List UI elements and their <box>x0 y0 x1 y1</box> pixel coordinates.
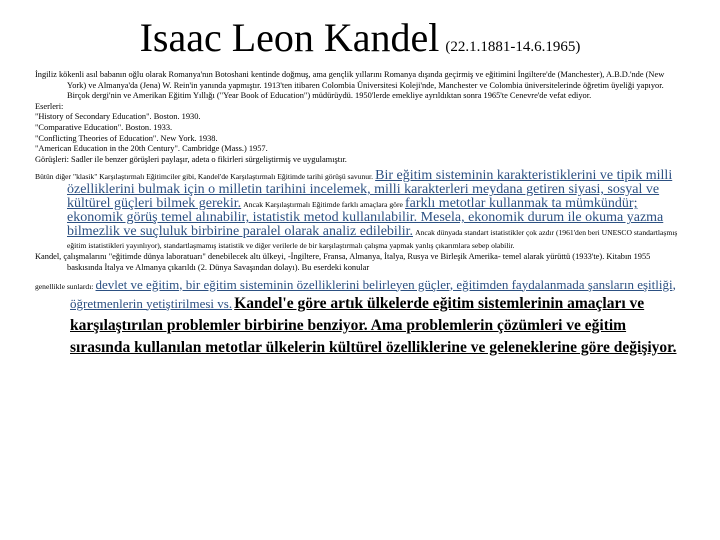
title-name: Isaac Leon Kandel <box>139 15 440 60</box>
topics-sentence-2: devlet ve eğitim, bir eğitim sisteminin özelliklerini belirleyen güçler, eğitimden faydalanmada şansların eşitliği, öğretmenlerin yetiştirilmesi vs. <box>70 276 676 311</box>
countries-paragraph: Kandel, çalışmalarını "eğitimde dünya laboratuarı" denebilecek altı ülkeyi, -İngiltere, Fransa, Almanya, İtalya, Rusya ve Birleşik Amerika- temel alarak yürüttü (1933'te). Kitabın 1955 baskısında İtalya ve Almanya çıkarıldı (2. Dünya Savaşından dolayı). Bu eserdeki konular <box>35 252 651 272</box>
methods-sentence-4: farklı metotlar kullanmak ta mümkündür; ekonomik görüş temel alınabilir, istatistik metod kullanılabilir. Mesela, ekonomik durum ile okuma yazma bilmezlik ve suçluluk birbirine paralel olarak analiz edilebilir. <box>67 196 664 240</box>
document-body <box>35 70 685 359</box>
methods-sentence-5: Ancak dünyada standart istatistikler çok azdır (1961'den beri UNESCO standartlaşmış eğitim istatistikleri yayınlıyor), standartlaşmamış istatistik ve diğer verilerle de bir karşılaştırmalı çalışma yapmak yanlış çıkarımlara sebep olabilir. <box>67 228 678 251</box>
work-item: "Conflicting Theories of Education". New York. 1938. <box>35 133 218 143</box>
methods-sentence-1: Bütün diğer "klasik" Karşılaştırmalı Eğitimciler gibi, Kandel'de Karşılaştırmalı Eğitimde tarihi görüşü savunur. <box>35 172 374 182</box>
title-dates: (22.1.1881-14.6.1965) <box>445 39 581 55</box>
methods-paragraph <box>35 169 685 252</box>
topics-paragraph <box>35 278 685 359</box>
topics-conclusion: Kandel'e göre artık ülkelerde eğitim sistemlerinin amaçları ve karşılaştırılan problemler birbirine benziyor. Ama problemlerin çözümleri ve eğitim sırasında kullanılan metotlar ülkelerin kültürel özelliklerine ve geleneklerine göre değişiyor. <box>70 294 677 356</box>
work-item: "American Education in the 20th Century". Cambridge (Mass.) 1957. <box>35 144 268 154</box>
work-item: "History of Secondary Education". Boston. 1930. <box>35 112 201 122</box>
bio-paragraph: İngiliz kökenli asıl babanın oğlu olarak Romanya'nın Botoshani kentinde doğmuş, ama gençlik yıllarını Romanya dışında geçirmiş ve eğitimini İngiltere'de (Manchester), A.B.D.'nde (New York) ve Almanya'da (Jena) W. Rein'in yanında yapmıştır. 1913'ten itibaren Colombia Üniversitesi Koleji'nde, Manchester ve Colombia üniversitelerinde öğretim üyeliği yapıyor. Birçok dergi'nin ve Amerikan Eğitim Yıllığı ("Year Book of Education") müdürüydü. 1950'lerde emekliye ayrıldıktan sonra 1965'te Cenevre'de vefat ediyor. <box>35 70 665 101</box>
page-title <box>0 14 720 61</box>
methods-sentence-2: Bir eğitim sisteminin karakteristiklerini ve tipik milli özelliklerini bulmak için o milletin tarihini incelemek, milli karakterleri meydana getiren siyasi, sosyal ve kültürel güçleri bilmek gerekir. <box>67 168 673 212</box>
views-line: Görüşleri: Sadler ile benzer görüşleri paylaşır, adeta o fikirleri sürgeliştirmiş ve uygulamıştır. <box>35 154 347 164</box>
work-item: "Comparative Education". Boston. 1933. <box>35 122 173 132</box>
methods-sentence-3: Ancak Karşılaştırmalı Eğitimde farklı amaçlara göre <box>243 200 403 210</box>
works-heading: Eserleri: <box>35 101 64 111</box>
topics-sentence-1: genellikle sunlardı: <box>35 281 94 291</box>
